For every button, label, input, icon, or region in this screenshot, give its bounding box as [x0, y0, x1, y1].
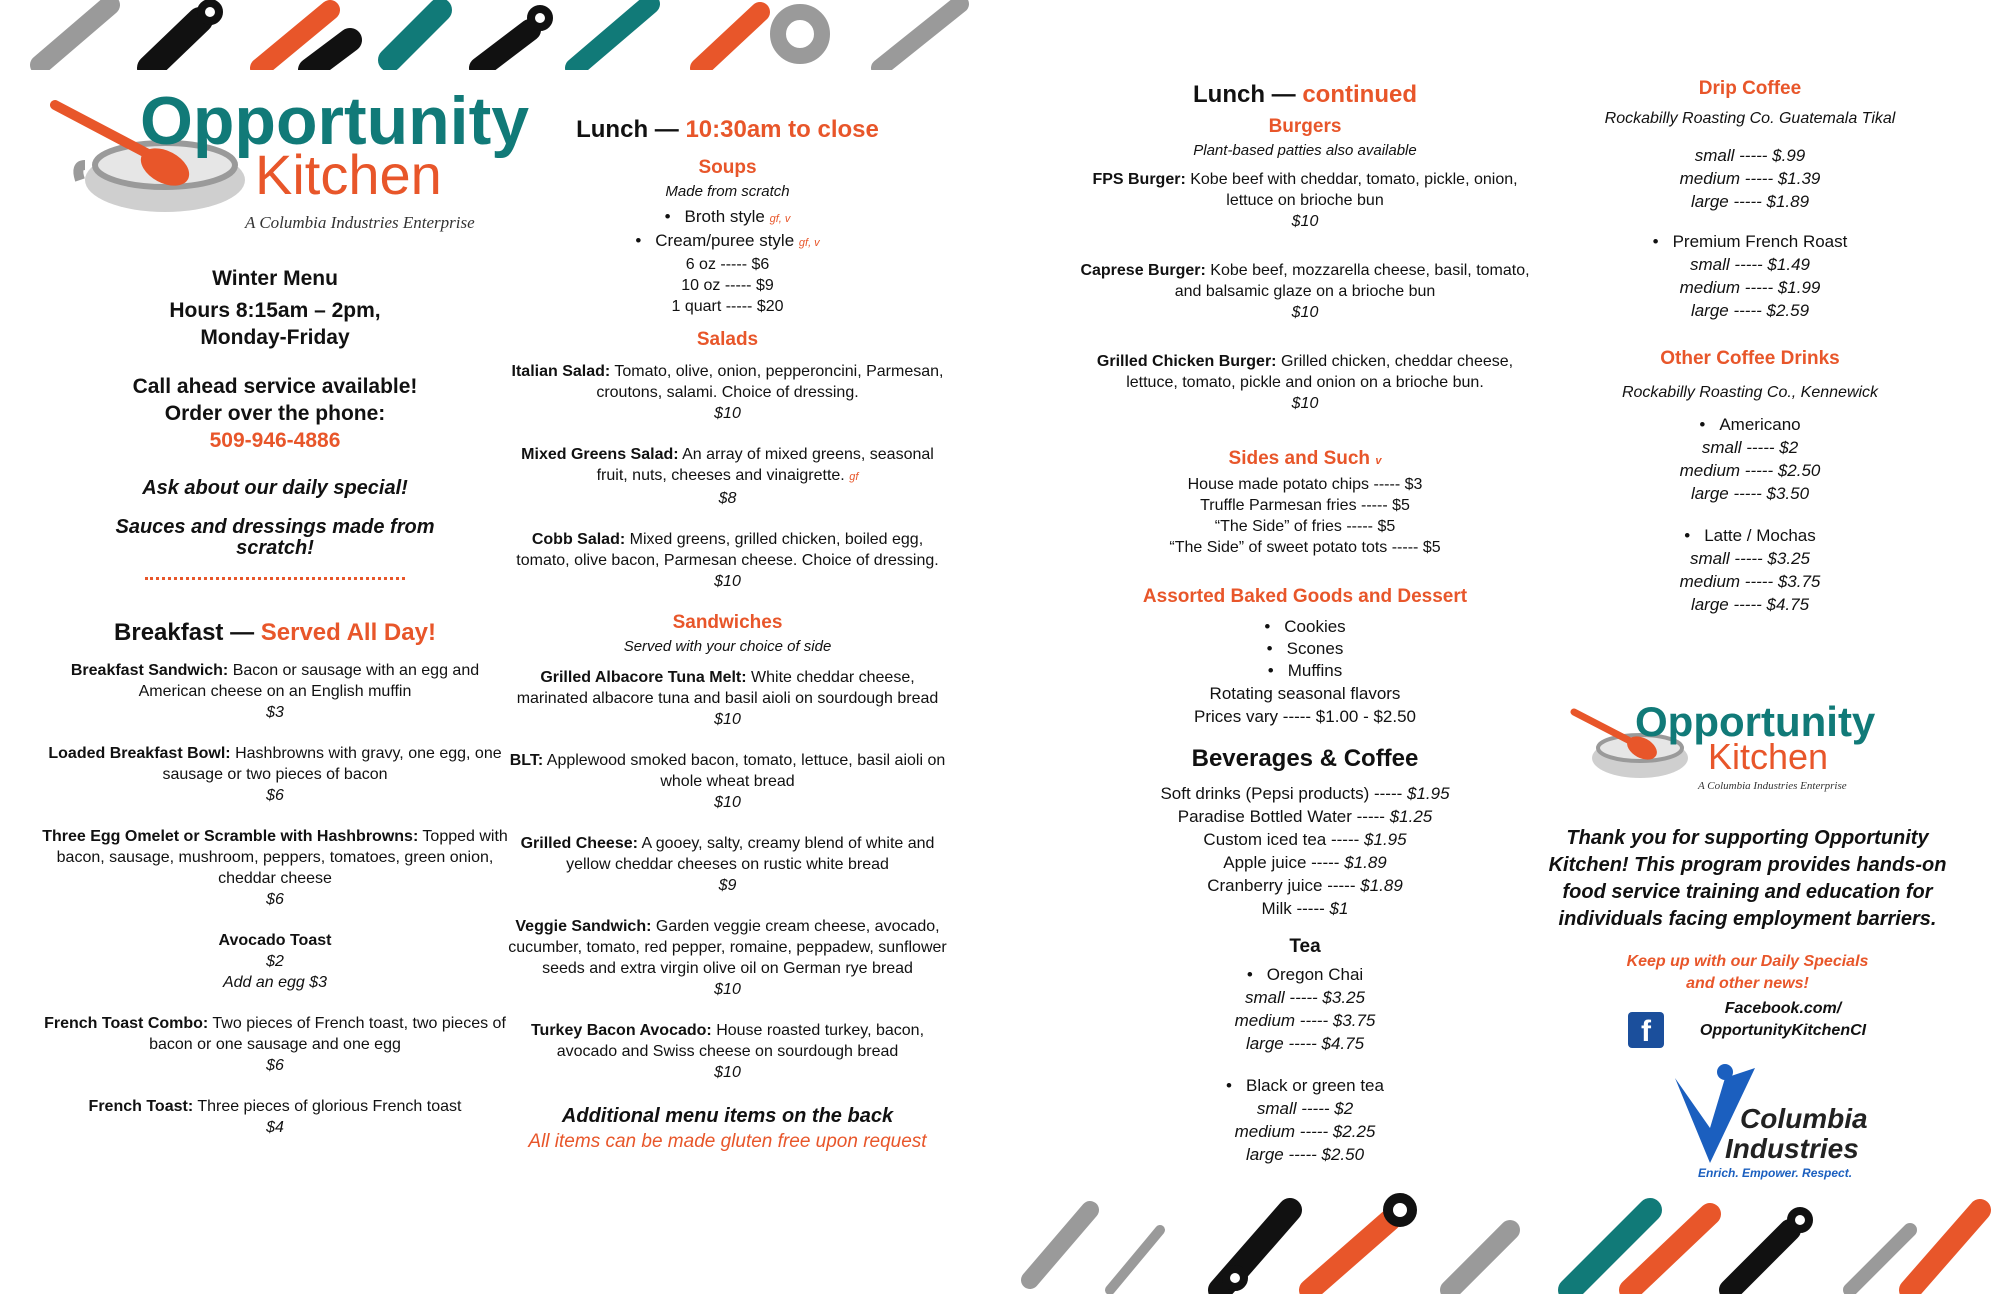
footer: [1535, 825, 1960, 995]
logo-small-line2: Kitchen: [1708, 736, 1829, 777]
menu-title: Winter Menu: [212, 267, 338, 290]
drip-coffee-title: Drip Coffee: [1698, 78, 1802, 99]
beverage-line: Custom iced tea ----- $1.95: [1203, 830, 1407, 849]
baked-title: Assorted Baked Goods and Dessert: [1142, 586, 1468, 607]
lunch-title-accent: 10:30am to close: [685, 116, 879, 143]
breakfast-title-accent: Served All Day!: [260, 619, 436, 646]
coffee-name: • Premium French Roast: [1545, 231, 1955, 253]
column-coffee: [1545, 78, 1955, 616]
sides-title: Sides and Such v: [1228, 448, 1382, 469]
tea-size: small ----- $3.25: [1245, 988, 1365, 1007]
baked-rotating: Rotating seasonal flavors: [1209, 684, 1401, 703]
coffee-size: large ----- $2.59: [1690, 301, 1810, 320]
menu-item: Three Egg Omelet or Scramble with Hashbrowns: Topped with bacon, sausage, mushroom, peppers, tomatoes, green onion, cheddar cheese $6: [42, 828, 508, 908]
columbia-industries-logo: [1670, 1058, 1880, 1183]
other-coffee-title: Other Coffee Drinks: [1660, 348, 1840, 369]
logo-name-line2: Kitchen: [255, 143, 442, 206]
facebook-line1: Facebook.com/: [1724, 1000, 1842, 1017]
sandwiches-title: Sandwiches: [672, 612, 783, 633]
coffee-size: medium ----- $1.39: [1679, 169, 1821, 188]
tea-size: medium ----- $2.25: [1234, 1122, 1376, 1141]
ci-name2: Industries: [1725, 1133, 1859, 1164]
coffee-name: • Latte / Mochas: [1545, 525, 1955, 547]
menu-item: Grilled Cheese: A gooey, salty, creamy blend of white and yellow cheddar cheeses on rustic white bread $9: [520, 835, 935, 894]
lunch-title-main: Lunch —: [576, 116, 679, 143]
other-coffee-note: Rockabilly Roasting Co., Kennewick: [1621, 384, 1879, 401]
column-lunch: [505, 115, 950, 1155]
coffee-size: small ----- $.99: [1694, 146, 1806, 165]
coffee-size: medium ----- $1.99: [1679, 278, 1821, 297]
tea-size: medium ----- $3.75: [1234, 1011, 1376, 1030]
sandwiches-note: Served with your choice of side: [623, 638, 832, 655]
beverage-line: Paradise Bottled Water ----- $1.25: [1177, 807, 1433, 826]
burgers-title: Burgers: [1268, 116, 1342, 137]
lunch-title: [505, 115, 950, 145]
coffee-size: medium ----- $2.50: [1679, 461, 1821, 480]
menu-item: Grilled Albacore Tuna Melt: White cheddar cheese, marinated albacore tuna and basil aioli on sourdough bread $10: [516, 669, 939, 728]
gluten-free-note: All items can be made gluten free upon request: [528, 1131, 927, 1152]
utensil-pattern-top: [0, 0, 1000, 70]
soup-size: 6 oz ----- $6: [685, 256, 770, 273]
coffee-size: small ----- $3.25: [1690, 549, 1810, 568]
daily-special: Ask about our daily special!: [142, 477, 408, 499]
thanks-text: Thank you for supporting Opportunity Kitchen! This program provides hands-on food service training and education for individuals facing employment barriers.: [1548, 827, 1947, 930]
keep-up-text: Keep up with our Daily Specials and other news!: [1626, 953, 1869, 992]
column-intro-breakfast: [40, 265, 510, 1158]
ci-name1: Columbia: [1740, 1103, 1868, 1134]
tea-title: Tea: [1289, 936, 1321, 957]
hours: Hours 8:15am – 2pm,: [169, 299, 381, 322]
beverage-line: Milk ----- $1: [1261, 899, 1349, 918]
breakfast-title: [40, 618, 510, 648]
coffee-name: • Americano: [1545, 414, 1955, 436]
soup-size: 1 quart ----- $20: [671, 298, 784, 315]
soups-note: Made from scratch: [665, 183, 790, 200]
menu-item: Turkey Bacon Avocado: House roasted turkey, bacon, avocado and Swiss cheese on sourdough bread $10: [530, 1022, 925, 1081]
facebook-link[interactable]: [1628, 998, 1888, 1050]
lunch-continued-main: Lunch —: [1193, 81, 1296, 108]
tea-size: small ----- $2: [1256, 1099, 1354, 1118]
soup-style: • Broth style gf, v: [505, 206, 950, 230]
ci-motto: Enrich. Empower. Respect.: [1698, 1166, 1853, 1180]
menu-item: French Toast Combo: Two pieces of French toast, two pieces of bacon or one sausage and one egg $6: [44, 1015, 506, 1074]
sauces-note: Sauces and dressings made from scratch!: [115, 516, 435, 559]
soup-style: • Cream/puree style gf, v: [505, 230, 950, 254]
logo-tagline: A Columbia Industries Enterprise: [245, 213, 475, 232]
tea-size: large ----- $4.75: [1245, 1034, 1365, 1053]
soup-size: 10 oz ----- $9: [681, 277, 774, 294]
menu-item: Cobb Salad: Mixed greens, grilled chicken, boiled egg, tomato, olive bacon, Parmesan cheese. Choice of dressing. $10: [516, 531, 939, 590]
breakfast-title-main: Breakfast —: [114, 619, 255, 646]
menu-item: Loaded Breakfast Bowl: Hashbrowns with gravy, one egg, one sausage or two pieces of bacon $6: [48, 745, 502, 804]
tea-name: • Black or green tea: [1075, 1075, 1535, 1097]
tea-size: large ----- $2.50: [1245, 1145, 1365, 1164]
coffee-size: large ----- $4.75: [1690, 595, 1810, 614]
coffee-size: medium ----- $3.75: [1679, 572, 1821, 591]
baked-item: • Cookies: [1075, 616, 1535, 638]
side-item: House made potato chips ----- $3: [1187, 476, 1423, 493]
burgers-note: Plant-based patties also available: [1193, 142, 1417, 159]
phone-number[interactable]: 509-946-4886: [209, 429, 341, 452]
coffee-size: large ----- $3.50: [1690, 484, 1810, 503]
menu-item: Veggie Sandwich: Garden veggie cream cheese, avocado, cucumber, tomato, red pepper, romaine, peppadew, sunflower seeds and extra virgin olive oil on German rye bread $10: [508, 918, 947, 998]
facebook-line2: OpportunityKitchenCI: [1699, 1022, 1867, 1039]
coffee-size: small ----- $1.49: [1690, 255, 1810, 274]
menu-item: FPS Burger: Kobe beef with cheddar, tomato, pickle, onion, lettuce on brioche bun $10: [1092, 171, 1518, 230]
salads-title: Salads: [696, 329, 759, 350]
order-phone: Order over the phone:: [164, 402, 386, 425]
menu-item: BLT: Applewood smoked bacon, tomato, lettuce, basil aioli on whole wheat bread $10: [509, 752, 946, 811]
drip-coffee-note: Rockabilly Roasting Co. Guatemala Tikal: [1604, 110, 1896, 127]
menu-item: Mixed Greens Salad: An array of mixed greens, seasonal fruit, nuts, cheeses and vinaigrette. gf $8: [521, 446, 934, 507]
coffee-size: small ----- $2: [1701, 438, 1799, 457]
soups-title: Soups: [698, 157, 757, 178]
baked-prices: Prices vary ----- $1.00 - $2.50: [1193, 707, 1416, 726]
beverages-title: Beverages & Coffee: [1191, 745, 1419, 772]
menu-item: French Toast: Three pieces of glorious French toast $4: [88, 1098, 462, 1136]
beverage-line: Cranberry juice ----- $1.89: [1207, 876, 1403, 895]
menu-item: Breakfast Sandwich: Bacon or sausage with an egg and American cheese on an English muffin $3: [70, 662, 480, 721]
divider-dotted: [145, 577, 405, 580]
logo: [45, 83, 530, 245]
logo-small: [1570, 700, 1900, 800]
logo-small-line1: Opportunity: [1635, 698, 1876, 745]
menu-item: Avocado Toast $2 Add an egg $3: [218, 932, 332, 991]
side-item: “The Side” of sweet potato tots ----- $5: [1169, 539, 1441, 556]
additional-items: Additional menu items on the back: [561, 1105, 894, 1127]
beverage-line: Soft drinks (Pepsi products) ----- $1.95: [1160, 784, 1450, 803]
coffee-size: large ----- $1.89: [1690, 192, 1810, 211]
tea-name: • Oregon Chai: [1075, 964, 1535, 986]
call-ahead: Call ahead service available!: [132, 375, 418, 398]
logo-small-tagline: A Columbia Industries Enterprise: [1698, 780, 1847, 792]
column-lunch-continued: [1075, 80, 1535, 1166]
beverage-line: Apple juice ----- $1.89: [1223, 853, 1387, 872]
lunch-continued-accent: continued: [1302, 81, 1417, 108]
lunch-continued-title: [1075, 80, 1535, 110]
facebook-icon: f: [1628, 1012, 1664, 1048]
days: Monday-Friday: [200, 326, 350, 349]
utensil-pattern-bottom: [1010, 1190, 2000, 1294]
menu-item: Grilled Chicken Burger: Grilled chicken, cheddar cheese, lettuce, tomato, pickle and onion on a brioche bun. $10: [1096, 353, 1514, 412]
menu-item: Italian Salad: Tomato, olive, onion, pepperoncini, Parmesan, croutons, salami. Choice of dressing. $10: [511, 363, 944, 422]
baked-item: • Muffins: [1075, 660, 1535, 682]
menu-item: Caprese Burger: Kobe beef, mozzarella cheese, basil, tomato, and balsamic glaze on a brioche bun $10: [1080, 262, 1530, 321]
logo-name-line1: Opportunity: [140, 83, 530, 159]
side-item: Truffle Parmesan fries ----- $5: [1200, 497, 1410, 514]
side-item: “The Side” of fries ----- $5: [1214, 518, 1396, 535]
baked-item: • Scones: [1075, 638, 1535, 660]
